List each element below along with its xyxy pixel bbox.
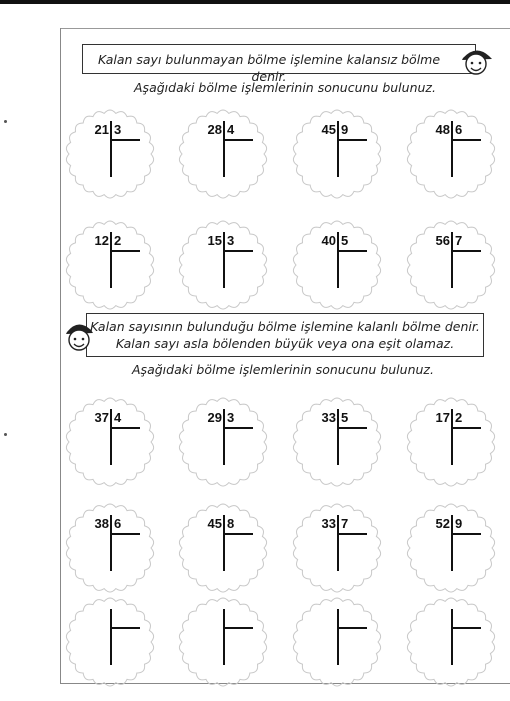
division-problem	[290, 501, 384, 595]
division-problem	[404, 218, 498, 312]
division-bracket-vertical	[337, 409, 339, 465]
division-bracket-horizontal	[110, 139, 140, 141]
division-bracket-horizontal	[337, 627, 367, 629]
divisor: 5	[341, 233, 349, 248]
dividend: 45	[321, 122, 336, 137]
division-bracket-vertical	[223, 515, 225, 571]
dividend: 12	[94, 233, 109, 248]
division-problem	[176, 501, 270, 595]
division-bracket-horizontal	[110, 627, 140, 629]
divisor: 7	[455, 233, 463, 248]
division-bracket-horizontal	[223, 427, 253, 429]
division-bracket-vertical	[110, 232, 112, 288]
sheet-top-edge	[60, 28, 510, 29]
dividend: 33	[321, 516, 336, 531]
division-bracket-vertical	[451, 515, 453, 571]
division-bracket-vertical	[337, 121, 339, 177]
divisor: 3	[227, 410, 235, 425]
division-bracket-vertical	[223, 409, 225, 465]
scan-top-border	[0, 0, 510, 4]
rule-box-remainderless	[82, 44, 476, 84]
division-bracket-horizontal	[337, 139, 367, 141]
rule-text: Kalan sayı bulunmayan bölme işlemine kalansız bölme denir.	[97, 52, 441, 84]
divisor: 4	[227, 122, 235, 137]
boy-with-cap-icon	[64, 318, 94, 356]
divisor: 2	[455, 410, 463, 425]
division-problem	[176, 595, 270, 689]
dividend: 48	[435, 122, 450, 137]
division-bracket-vertical	[223, 609, 225, 665]
division-bracket-vertical	[451, 232, 453, 288]
division-bracket-horizontal	[337, 250, 367, 252]
division-bracket-vertical	[337, 609, 339, 665]
dividend: 45	[207, 516, 222, 531]
division-problem	[404, 501, 498, 595]
dividend: 56	[435, 233, 450, 248]
division-bracket-vertical	[451, 609, 453, 665]
dividend: 52	[435, 516, 450, 531]
division-bracket-horizontal	[110, 427, 140, 429]
division-problem	[404, 595, 498, 689]
dividend: 33	[321, 410, 336, 425]
scan-dot	[4, 120, 7, 123]
dividend: 28	[207, 122, 222, 137]
division-bracket-horizontal	[451, 250, 481, 252]
rule-box-with-remainder	[86, 313, 484, 357]
division-problem	[404, 395, 498, 489]
divisor: 5	[341, 410, 349, 425]
division-bracket-horizontal	[451, 139, 481, 141]
division-bracket-vertical	[223, 232, 225, 288]
divisor: 9	[341, 122, 349, 137]
division-bracket-horizontal	[337, 533, 367, 535]
division-problem	[176, 107, 270, 201]
division-bracket-horizontal	[451, 627, 481, 629]
division-bracket-vertical	[337, 515, 339, 571]
division-problem	[404, 107, 498, 201]
dividend: 21	[94, 122, 109, 137]
division-problem	[63, 595, 157, 689]
sheet-left-edge	[60, 28, 61, 683]
divisor: 2	[114, 233, 122, 248]
divisor: 3	[114, 122, 122, 137]
boy-with-cap-icon	[459, 46, 493, 76]
division-problem	[176, 395, 270, 489]
division-problem	[63, 107, 157, 201]
division-bracket-vertical	[451, 409, 453, 465]
division-problem	[290, 107, 384, 201]
division-problem	[290, 218, 384, 312]
rule-text: Kalan sayısının bulunduğu bölme işlemine kalanlı bölme denir.	[90, 319, 480, 334]
division-problem	[63, 395, 157, 489]
instruction-heading: Aşağıdaki bölme işlemlerinin sonucunu bulunuz.	[132, 362, 434, 377]
division-problem	[63, 501, 157, 595]
division-problem	[63, 218, 157, 312]
dividend: 40	[321, 233, 336, 248]
divisor: 6	[114, 516, 122, 531]
divisor: 4	[114, 410, 122, 425]
instruction-heading: Aşağıdaki bölme işlemlerinin sonucunu bulunuz.	[134, 80, 436, 95]
division-bracket-horizontal	[451, 427, 481, 429]
dividend: 15	[207, 233, 222, 248]
divisor: 8	[227, 516, 235, 531]
divisor: 6	[455, 122, 463, 137]
division-bracket-horizontal	[110, 250, 140, 252]
division-problem	[290, 595, 384, 689]
division-bracket-horizontal	[223, 627, 253, 629]
divisor: 7	[341, 516, 349, 531]
dividend: 38	[94, 516, 109, 531]
division-bracket-vertical	[110, 515, 112, 571]
divisor: 3	[227, 233, 235, 248]
division-bracket-vertical	[451, 121, 453, 177]
division-bracket-horizontal	[337, 427, 367, 429]
division-bracket-horizontal	[451, 533, 481, 535]
dividend: 29	[207, 410, 222, 425]
division-bracket-horizontal	[223, 250, 253, 252]
divisor: 9	[455, 516, 463, 531]
division-bracket-horizontal	[223, 533, 253, 535]
division-bracket-vertical	[337, 232, 339, 288]
division-bracket-horizontal	[110, 533, 140, 535]
division-problem	[290, 395, 384, 489]
division-bracket-vertical	[223, 121, 225, 177]
division-bracket-vertical	[110, 609, 112, 665]
division-bracket-vertical	[110, 121, 112, 177]
division-problem	[176, 218, 270, 312]
scan-dot	[4, 433, 7, 436]
dividend: 17	[435, 410, 450, 425]
division-bracket-vertical	[110, 409, 112, 465]
rule-text: Kalan sayı asla bölenden büyük veya ona eşit olamaz.	[115, 336, 455, 351]
division-bracket-horizontal	[223, 139, 253, 141]
dividend: 37	[94, 410, 109, 425]
